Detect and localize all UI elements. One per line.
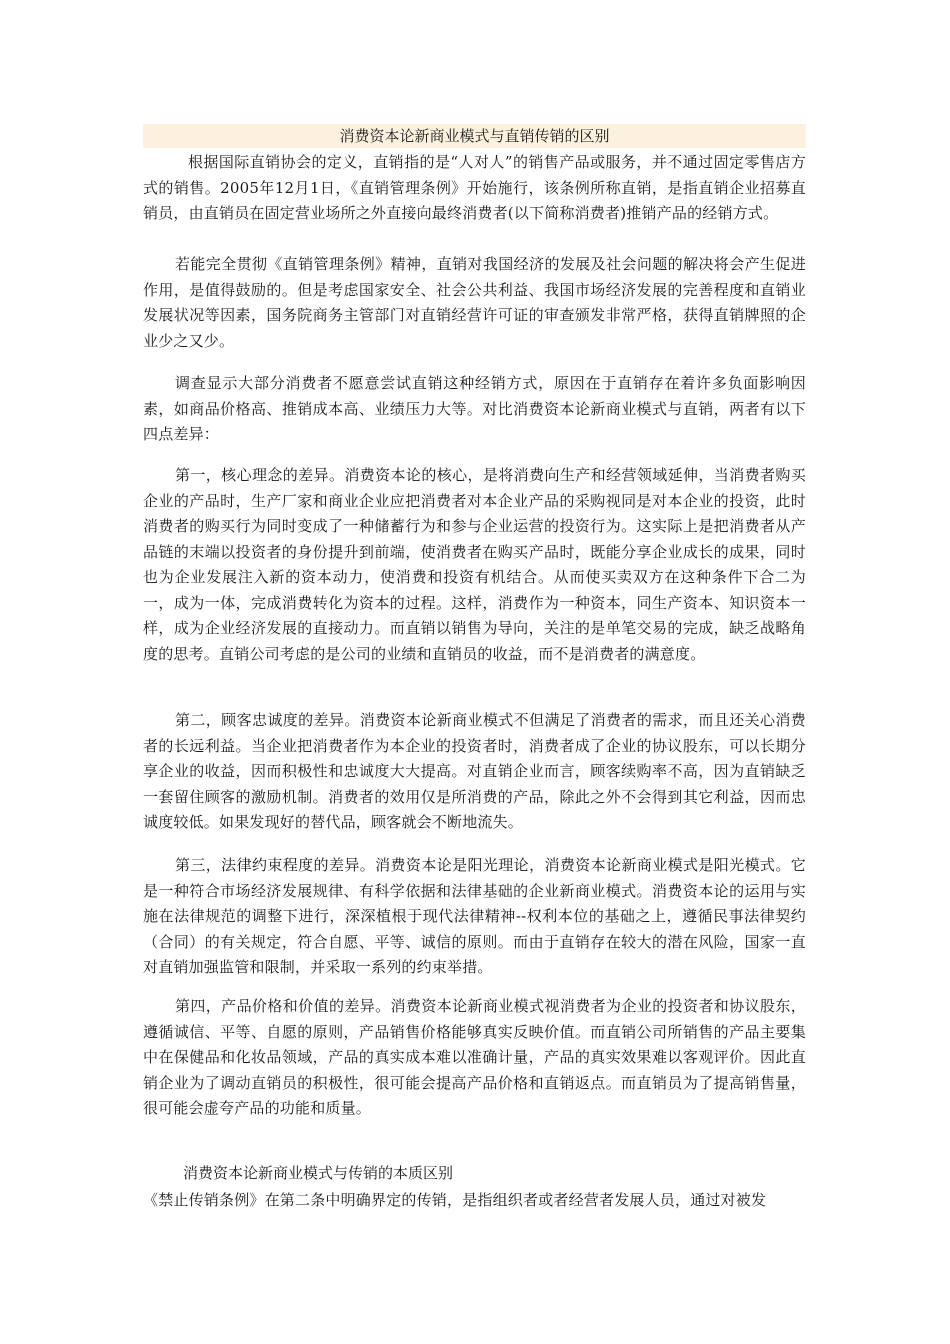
- paragraph-difference-1: 第一，核心理念的差异。消费资本论的核心，是将消费向生产和经营领域延伸，当消费者购买企业的产品时，生产厂家和商业企业应把消费者对本企业产品的采购视同是对本企业的投资，此时消费者的购买行为同时变成了一种储蓄行为和参与企业运营的投资行为。这实际上是把消费者从产品链的末端以投资者的身份提升到前端，使消费者在购买产品时，既能分享企业成长的成果，同时也为企业发展注入新的资本动力，使消费和投资有机结合。从而使买卖双方在这种条件下合二为一，成为一体，完成消费转化为资本的过程。这样，消费作为一种资本，同生产资本、知识资本一样，成为企业经济发展的直接动力。而直销以销售为导向，关注的是单笔交易的完成，缺乏战略角度的思考。直销公司考虑的是公司的业绩和直销员的收益，而不是消费者的满意度。: [143, 466, 806, 663]
- paragraph-difference-4: 第四，产品价格和价值的差异。消费资本论新商业模式视消费者为企业的投资者和协议股东，遵循诚信、平等、自愿的原则，产品销售价格能够真实反映价值。而直销公司所销售的产品主要集中在保健品和化妆品领域，产品的真实成本难以准确计量，产品的真实效果难以客观评价。因此直销企业为了调动直销员的积极性，很可能会提高产品价格和直销返点。而直销员为了提高销售量，很可能会虚夸产品的功能和质量。: [143, 997, 806, 1117]
- paragraph-survey: 调查显示大部分消费者不愿意尝试直销这种经销方式，原因在于直销存在着许多负面影响因素，如商品价格高、推销成本高、业绩压力大等。对比消费资本论新商业模式与直销，两者有以下四点差异：: [143, 374, 806, 443]
- section-subtitle: 消费资本论新商业模式与传销的本质区别: [183, 1164, 454, 1182]
- document-title: 消费资本论新商业模式与直销传销的区别: [143, 124, 806, 148]
- paragraph-pyramid-definition: 《禁止传销条例》在第二条中明确界定的传销，是指组织者或者经营者发展人员，通过对被发: [143, 1191, 767, 1209]
- paragraph-direct-selling-definition: 根据国际直销协会的定义，直销指的是“人对人”的销售产品或服务，并不通过固定零售店方式的销售。2005年12月1日，《直销管理条例》开始施行，该条例所称直销，是指直销企业招募直销员，由直销员在固定营业场所之外直接向最终消费者(以下简称消费者)推销产品的经销方式。: [143, 153, 806, 222]
- paragraph-difference-3: 第三，法律约束程度的差异。消费资本论是阳光理论，消费资本论新商业模式是阳光模式。它是一种符合市场经济发展规律、有科学依据和法律基础的企业新商业模式。消费资本论的运用与实施在法律规范的调整下进行，深深植根于现代法律精神--权利本位的基础之上，遵循民事法律契约（合同）的有关规定，符合自愿、平等、诚信的原则。而由于直销存在较大的潜在风险，国家一直对直销加强监管和限制，并采取一系列的约束举措。: [143, 856, 806, 976]
- paragraph-difference-2: 第二，顾客忠诚度的差异。消费资本论新商业模式不但满足了消费者的需求，而且还关心消费者的长远利益。当企业把消费者作为本企业的投资者时，消费者成了企业的协议股东，可以长期分享企业的收益，因而积极性和忠诚度大大提高。对直销企业而言，顾客续购率不高，因为直销缺乏一套留住顾客的激励机制。消费者的效用仅是所消费的产品，除此之外不会得到其它利益，因而忠诚度较低。如果发现好的替代品，顾客就会不断地流失。: [143, 711, 806, 831]
- paragraph-regulation-spirit: 若能完全贯彻《直销管理条例》精神，直销对我国经济的发展及社会问题的解决将会产生促进作用，是值得鼓励的。但是考虑国家安全、社会公共利益、我国市场经济发展的完善程度和直销业发展状况等因素，国务院商务主管部门对直销经营许可证的审查颁发非常严格，获得直销牌照的企业少之又少。: [143, 255, 806, 350]
